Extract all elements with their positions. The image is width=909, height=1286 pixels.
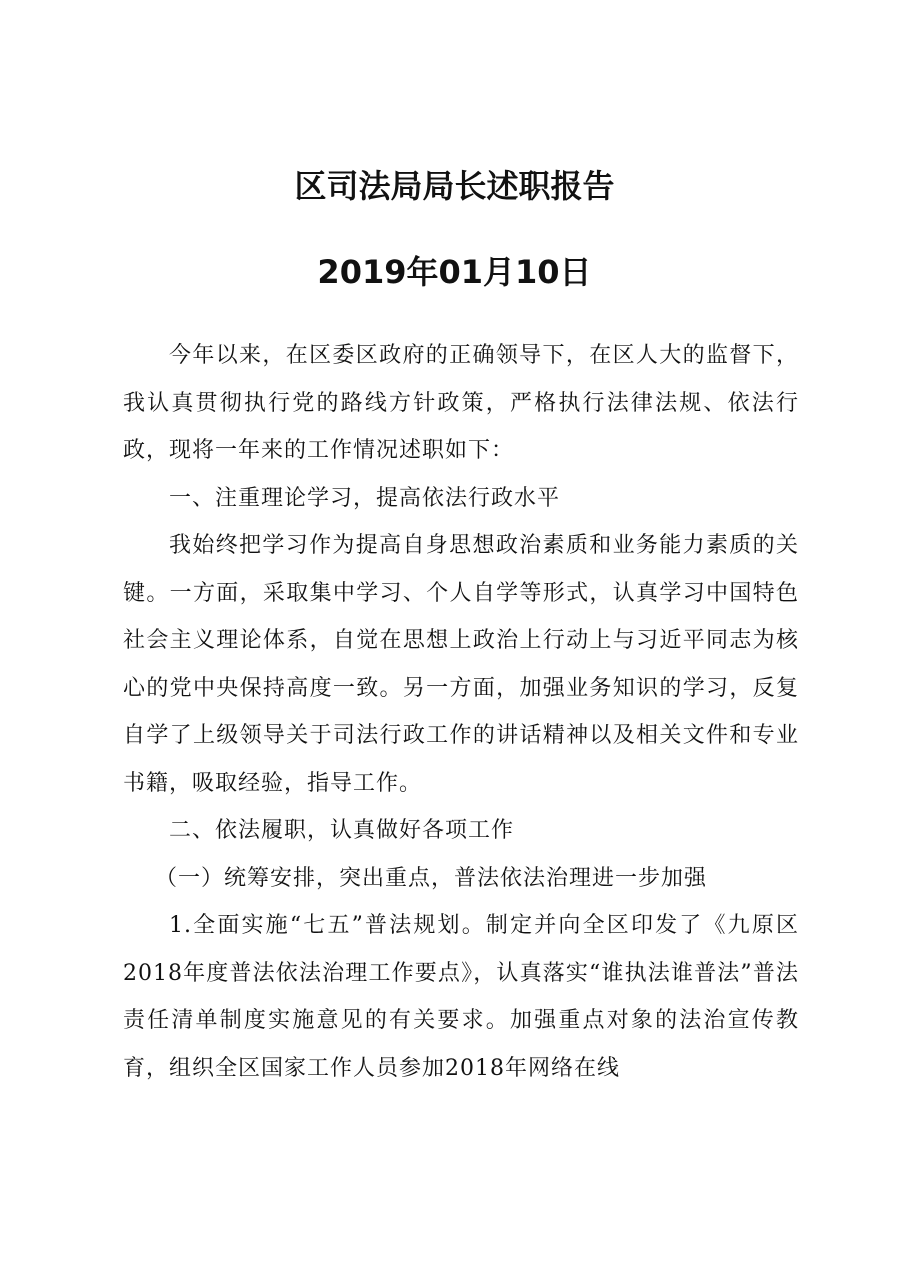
section-heading-1: 一、注重理论学习，提高依法行政水平 bbox=[169, 485, 561, 511]
paragraph-intro: 今年以来，在区委区政府的正确领导下，在区人大的监督下，我认真贯彻执行党的路线方针政策，严格执行法律法规、依法行政，现将一年来的工作情况述职如下： bbox=[123, 343, 799, 463]
document-body bbox=[123, 332, 799, 1092]
subsection-heading-1: （一）统筹安排，突出重点，普法依法治理进一步加强 bbox=[155, 865, 708, 891]
section-heading-2: 二、依法履职，认真做好各项工作 bbox=[169, 818, 515, 843]
document-date: 2019年01月10日 bbox=[317, 253, 592, 291]
document-title: 区司法局局长述职报告 bbox=[294, 167, 615, 205]
paragraph-item-1: 1.全面实施“七五”普法规划。制定并向全区印发了《九原区2018年度普法依法治理工作要点》，认真落实“谁执法谁普法”普法责任清单制度实施意见的有关要求。加强重点对象的法治宣传教育，组织全区国家工作人员参加2018年网络在线 bbox=[123, 913, 799, 1081]
paragraph-study: 我始终把学习作为提高自身思想政治素质和业务能力素质的关键。一方面，采取集中学习、个人自学等形式，认真学习中国特色社会主义理论体系，自觉在思想上政治上行动上与习近平同志为核心的党中央保持高度一致。另一方面，加强业务知识的学习，反复自学了上级领导关于司法行政工作的讲话精神以及相关文件和专业书籍，吸取经验，指导工作。 bbox=[123, 533, 799, 796]
